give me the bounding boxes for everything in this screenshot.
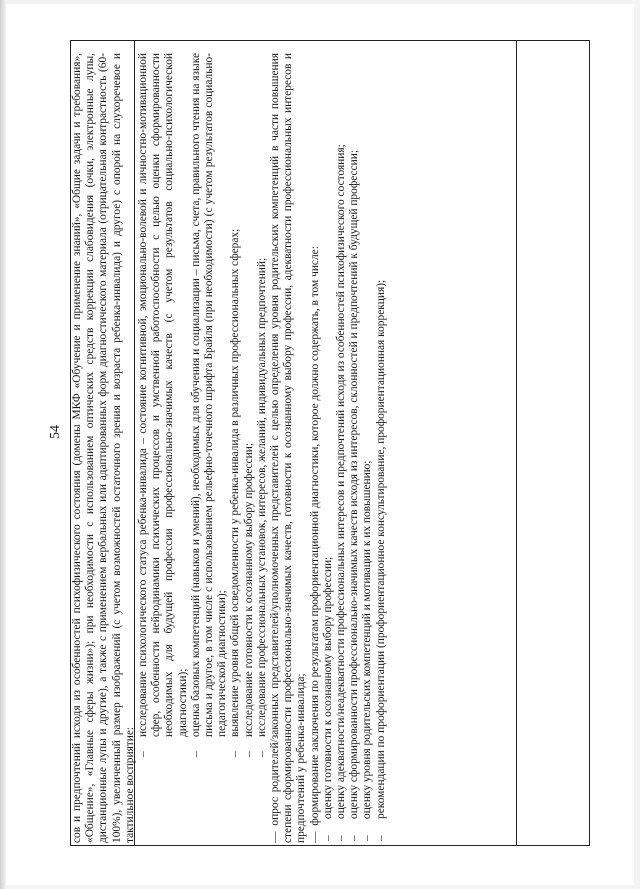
sub-list-item-text: оценку сформированности профессионально-значимых качеств исходя из интересов, склонностей и предпочтений к будущей профессии; — [348, 149, 361, 819]
list-item — [190, 53, 230, 843]
dash-marker: – — [137, 751, 150, 757]
sub-list-item-text: рекомендации по профориентации (профориентационное консультирование, профориентационная коррекция); — [374, 279, 387, 819]
list-item-text: опрос родителей/законных представителей/уполномоченных представителей с целью определения уровня родительских компетенций в части повышения степени сформированности профессионально-значимых качеств, готовности к осознанному выбору профессии, адекватности профессиональных интересов и предпочтений у ребенка-инвалида; — [269, 53, 308, 843]
page-number: 54 — [48, 425, 63, 439]
table-frame — [70, 40, 590, 846]
dash-marker: – — [335, 835, 348, 841]
dash-marker: – — [255, 751, 268, 757]
list-item-text: выявление уровня общей осведомленности у ребенка-инвалида в различных профессиональных сферах; — [229, 228, 242, 737]
sub-list-item — [322, 53, 335, 843]
intro-paragraph: сов и предпочтений исходя из особенностей психофизического состояния (домены МКФ «Обучение и применение знаний», «Общие задачи и требования», «Общение», «Главные сферы жизни»); при необходимости с использованием оптических средств коррекции слабовидения (очки, электронные лупы, дистанционные лупы и другие), а также с применением вербальных или адаптированных форм диагностического материала (отрицательная контрастность (60-100%), увеличенный размер изображений (с учетом возможностей остаточного зрения и возраста ребенка-инвалида) и другое) с опорой на слухоречевое и тактильное восприятие: — [71, 53, 136, 843]
dash-marker: – — [189, 751, 202, 757]
list-item — [309, 53, 322, 843]
list-item — [229, 53, 242, 843]
dash-marker: – — [242, 751, 255, 757]
list-item — [269, 53, 309, 843]
list-item-text: оценка базовых компетенций (навыков и умений), необходимых для обучения и социализации – письма, счета, правильного чтения на языке письма и другое, в том числе с использованием рельефно-точечного шрифта Брайля (при необходимости) (с учетом результатов социально-педагогической диагностики); — [189, 53, 229, 737]
text-body — [71, 53, 388, 843]
dash-marker: – — [229, 751, 242, 757]
dash-marker: — — [269, 831, 282, 843]
rotated-text-block — [71, 41, 591, 845]
list-item — [256, 53, 269, 843]
list-item — [137, 53, 190, 843]
sub-list-item — [375, 53, 388, 843]
sub-list-item — [361, 53, 374, 843]
content-column — [71, 41, 387, 845]
sub-list-item-text: оценку адекватности/неадекватности профессиональных интересов и предпочтений исходя из особенностей психофизического состояния; — [335, 144, 348, 819]
dash-marker: — — [308, 831, 321, 843]
sub-list-item-text: оценку готовности к осознанному выбору профессии; — [321, 556, 334, 819]
dash-marker: – — [361, 835, 374, 841]
dash-marker: – — [348, 835, 361, 841]
list-item-text: исследование готовности к осознанному выбору профессии; — [242, 442, 255, 737]
list-item-text: исследование профессиональных установок, интересов, желаний, индивидуальных предпочтений; — [255, 257, 268, 737]
document-page — [6, 4, 634, 885]
dash-marker: – — [374, 835, 387, 841]
list-item — [243, 53, 256, 843]
list-item-text: формирование заключения по результатам профориентационной диагностики, которое должно содержать, в том числе: — [308, 246, 321, 826]
list-item-text: исследование психологического статуса ребенка-инвалида – состояние когнитивной, эмоционально-волевой и личностно-мотивационной сфер, особенности нейродинамики психических процессов и умственной работоспособности с целью оценки сформированности необходимых для будущей профессии профессионально-значимых качеств (с учетом результатов социально-психологической диагностики); — [137, 53, 189, 737]
dash-marker: – — [321, 835, 334, 841]
sub-list-item — [335, 53, 348, 843]
sub-list-item-text: оценку уровня родительских компетенций и мотивации к их повышению; — [361, 460, 374, 819]
sub-list-item — [348, 53, 361, 843]
